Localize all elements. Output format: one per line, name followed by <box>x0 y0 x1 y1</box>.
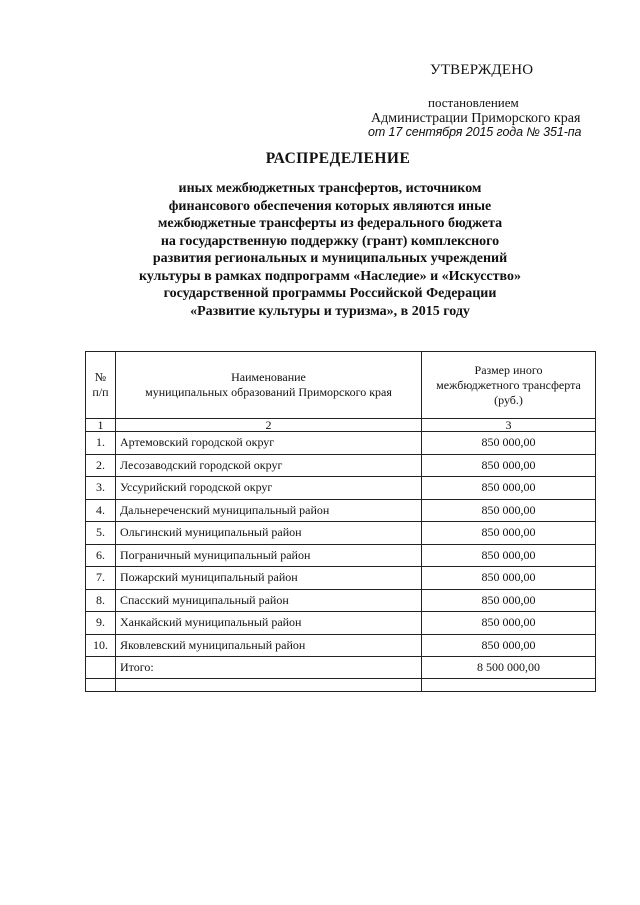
distribution-table <box>85 351 596 692</box>
transfer-amount: 850 000,00 <box>422 499 596 522</box>
row-number: 5. <box>86 522 116 545</box>
transfer-amount: 850 000,00 <box>422 432 596 455</box>
municipality-name: Уссурийский городской округ <box>116 477 422 500</box>
table-row <box>86 634 596 657</box>
table-row <box>86 522 596 545</box>
row-number: 6. <box>86 544 116 567</box>
header-municipality-line1: Наименование <box>231 370 306 384</box>
row-number: 2. <box>86 454 116 477</box>
transfer-amount: 850 000,00 <box>422 522 596 545</box>
subtitle-line: межбюджетные трансферты из федерального бюджета <box>157 216 503 231</box>
subtitle-line: развития региональных и муниципальных учреждений <box>152 251 508 266</box>
column-number: 2 <box>116 419 422 432</box>
transfer-amount: 850 000,00 <box>422 634 596 657</box>
table-row <box>86 499 596 522</box>
table-row <box>86 454 596 477</box>
header-number-symbol: № <box>94 370 107 384</box>
subtitle-line: иных межбюджетных трансфертов, источником <box>178 181 482 196</box>
municipality-name: Дальнереченский муниципальный район <box>116 499 422 522</box>
subtitle-line: культуры в рамках подпрограмм «Наследие» и «Искусство» <box>139 268 521 284</box>
total-row <box>86 657 596 679</box>
transfer-amount: 850 000,00 <box>422 612 596 635</box>
transfer-amount: 850 000,00 <box>422 544 596 567</box>
row-number: 8. <box>86 589 116 612</box>
table-row <box>86 432 596 455</box>
table-row <box>86 544 596 567</box>
municipality-name: Ханкайский муниципальный район <box>116 612 422 635</box>
total-amount: 8 500 000,00 <box>422 657 596 679</box>
row-number: 3. <box>86 477 116 500</box>
header-municipality <box>116 352 422 419</box>
header-number <box>86 352 116 419</box>
header-amount-line2: межбюджетного трансферта <box>436 377 581 392</box>
municipality-name: Ольгинский муниципальный район <box>116 522 422 545</box>
municipality-name: Спасский муниципальный район <box>116 589 422 612</box>
total-number-cell <box>86 657 116 679</box>
row-number: 10. <box>86 634 116 657</box>
municipality-name: Лесозаводский городской округ <box>116 454 422 477</box>
transfer-amount: 850 000,00 <box>422 454 596 477</box>
municipality-name: Яковлевский муниципальный район <box>116 634 422 657</box>
empty-cell <box>86 679 116 692</box>
total-label: Итого: <box>116 657 422 679</box>
column-number: 3 <box>422 419 596 432</box>
empty-row <box>86 679 596 692</box>
municipality-name: Пограничный муниципальный район <box>116 544 422 567</box>
subtitle-line: финансового обеспечения которых являются иные <box>168 198 492 214</box>
header-amount-line3: (руб.) <box>494 392 523 407</box>
empty-cell <box>422 679 596 692</box>
subtitle-line: «Развитие культуры и туризма», в 2015 году <box>190 303 470 319</box>
resolution-date-number: от 17 сентября 2015 года № 351-па <box>368 125 582 139</box>
row-number: 1. <box>86 432 116 455</box>
header-number-abbr: п/п <box>92 385 109 399</box>
header-amount-line1: Размер иного <box>474 362 543 377</box>
header-amount <box>422 352 596 419</box>
row-number: 9. <box>86 612 116 635</box>
administration-label: Администрации Приморского края <box>371 111 581 126</box>
subtitle-line: государственной программы Российской Федерации <box>163 286 497 301</box>
municipality-name: Артемовский городской округ <box>116 432 422 455</box>
row-number: 7. <box>86 567 116 590</box>
transfer-amount: 850 000,00 <box>422 567 596 590</box>
document-subtitle <box>100 180 560 320</box>
header-municipality-line2: муниципальных образований Приморского края <box>145 385 392 399</box>
table-row <box>86 567 596 590</box>
row-number: 4. <box>86 499 116 522</box>
document-title: РАСПРЕДЕЛЕНИЕ <box>265 150 411 167</box>
approval-stamp: УТВЕРЖДЕНО <box>430 62 534 78</box>
table-header-row <box>86 352 596 419</box>
table-row <box>86 612 596 635</box>
empty-cell <box>116 679 422 692</box>
transfer-amount: 850 000,00 <box>422 477 596 500</box>
table-row <box>86 589 596 612</box>
column-number: 1 <box>86 419 116 432</box>
municipality-name: Пожарский муниципальный район <box>116 567 422 590</box>
column-number-row <box>86 419 596 432</box>
transfer-amount: 850 000,00 <box>422 589 596 612</box>
table-row <box>86 477 596 500</box>
subtitle-line: на государственную поддержку (грант) комплексного <box>160 233 500 249</box>
resolution-label: постановлением <box>428 95 519 110</box>
